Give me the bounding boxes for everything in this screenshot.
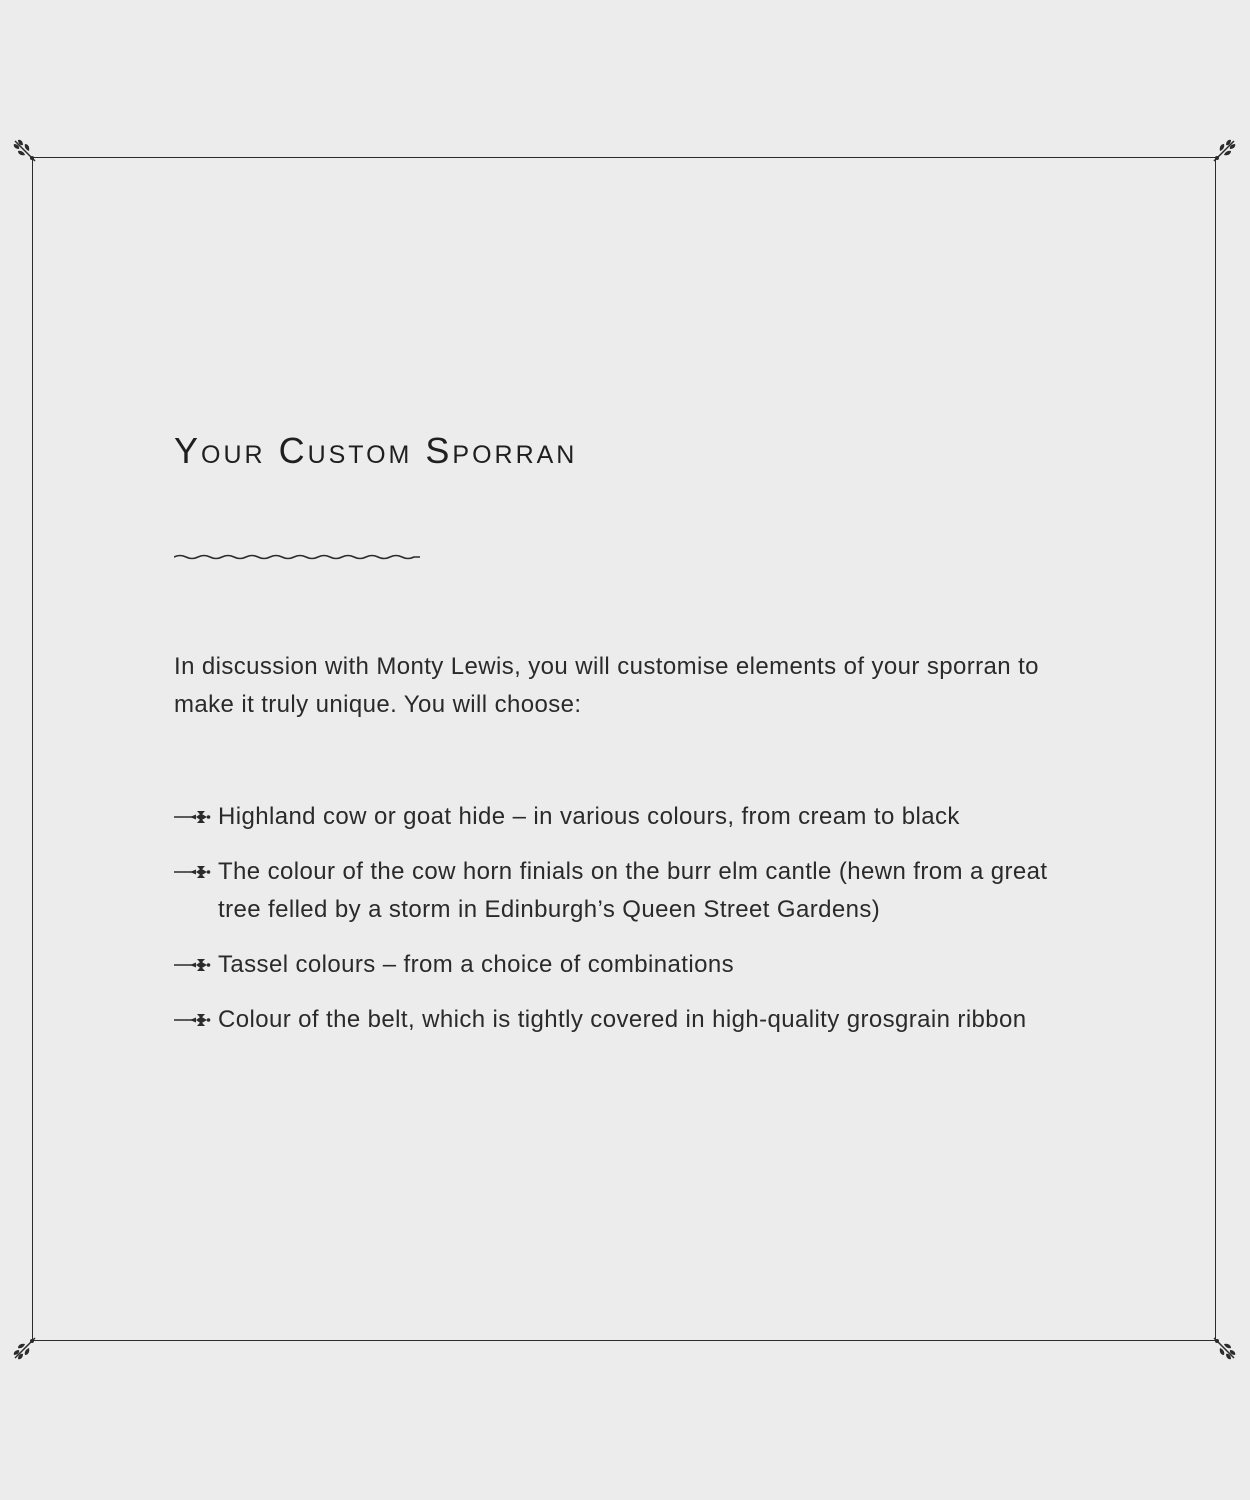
choice-text: The colour of the cow horn finials on the burr elm cantle (hewn from a great tree felled by a storm in Edinburgh’s Queen Street Gardens) — [218, 858, 1048, 923]
corner-leaf-sprig-icon — [11, 137, 39, 165]
corner-leaf-sprig-icon — [1210, 1334, 1238, 1362]
list-item — [174, 946, 1074, 984]
choice-text: Tassel colours – from a choice of combinations — [218, 951, 734, 978]
list-item — [174, 853, 1074, 929]
corner-leaf-sprig-icon — [11, 1334, 39, 1362]
list-item — [174, 1001, 1074, 1039]
choice-text: Highland cow or goat hide – in various colours, from cream to black — [218, 803, 960, 830]
dagger-cross-icon — [174, 808, 214, 826]
corner-leaf-sprig-icon — [1210, 137, 1238, 165]
choices-list — [174, 798, 1074, 1039]
dagger-cross-icon — [174, 956, 214, 974]
dagger-cross-icon — [174, 1011, 214, 1029]
list-item — [174, 798, 1074, 836]
wavy-line-icon — [174, 552, 420, 562]
intro-paragraph: In discussion with Monty Lewis, you will customise elements of your sporran to make it truly unique. You will choose: — [174, 653, 1039, 718]
dagger-cross-icon — [174, 863, 214, 881]
page-title: Your Custom Sporran — [174, 430, 578, 471]
content-block — [174, 428, 1074, 1056]
choice-text: Colour of the belt, which is tightly covered in high-quality grosgrain ribbon — [218, 1006, 1027, 1033]
